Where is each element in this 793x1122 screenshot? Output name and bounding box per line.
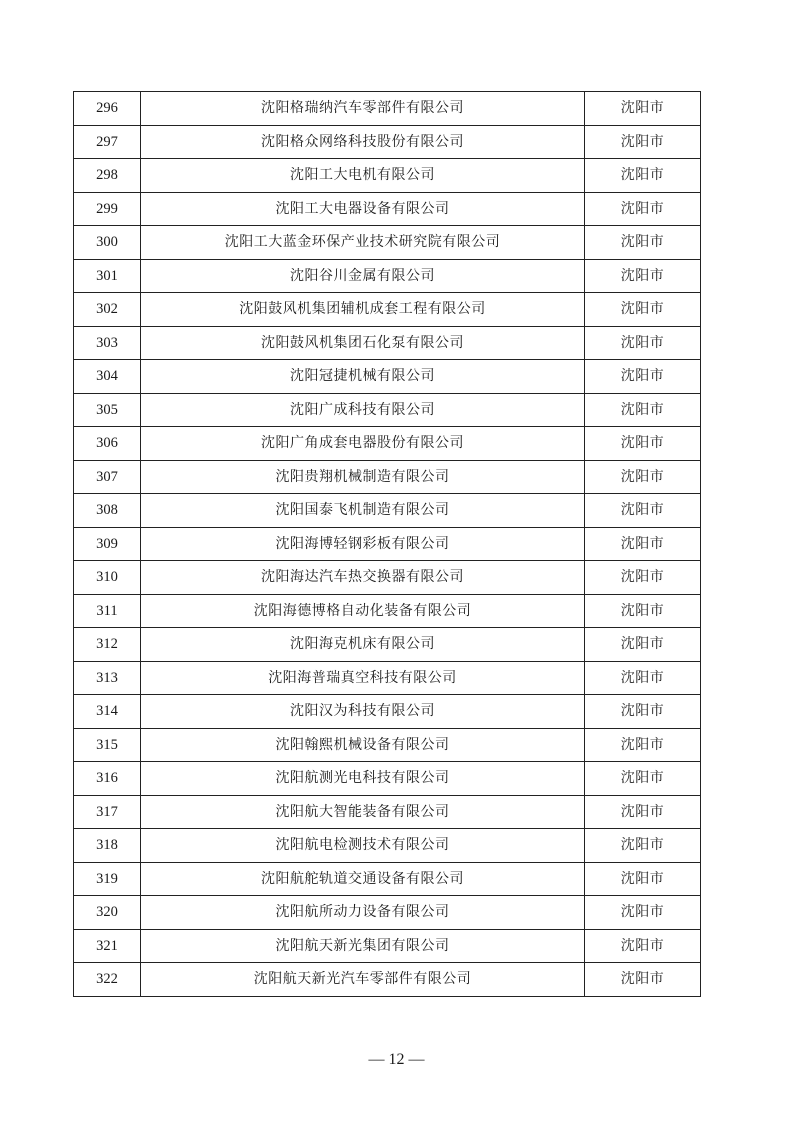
company-name-cell: 沈阳航所动力设备有限公司 (141, 896, 585, 930)
city-cell: 沈阳市 (585, 661, 701, 695)
table-row (74, 259, 701, 293)
row-number-cell: 300 (74, 226, 141, 260)
city-cell: 沈阳市 (585, 929, 701, 963)
row-number-cell: 306 (74, 427, 141, 461)
table-row (74, 795, 701, 829)
table-row (74, 427, 701, 461)
table-row (74, 661, 701, 695)
city-cell: 沈阳市 (585, 762, 701, 796)
row-number-cell: 319 (74, 862, 141, 896)
city-cell: 沈阳市 (585, 393, 701, 427)
row-number-cell: 311 (74, 594, 141, 628)
table-row (74, 728, 701, 762)
table-row (74, 460, 701, 494)
company-name-cell: 沈阳航舵轨道交通设备有限公司 (141, 862, 585, 896)
company-name-cell: 沈阳鼓风机集团石化泵有限公司 (141, 326, 585, 360)
city-cell: 沈阳市 (585, 92, 701, 126)
table-row (74, 226, 701, 260)
company-name-cell: 沈阳格瑞纳汽车零部件有限公司 (141, 92, 585, 126)
row-number-cell: 310 (74, 561, 141, 595)
table-row (74, 393, 701, 427)
row-number-cell: 318 (74, 829, 141, 863)
row-number-cell: 304 (74, 360, 141, 394)
company-name-cell: 沈阳冠捷机械有限公司 (141, 360, 585, 394)
company-name-cell: 沈阳航天新光集团有限公司 (141, 929, 585, 963)
city-cell: 沈阳市 (585, 326, 701, 360)
city-cell: 沈阳市 (585, 494, 701, 528)
row-number-cell: 313 (74, 661, 141, 695)
table-row (74, 561, 701, 595)
company-name-cell: 沈阳鼓风机集团辅机成套工程有限公司 (141, 293, 585, 327)
table-row (74, 527, 701, 561)
city-cell: 沈阳市 (585, 561, 701, 595)
company-name-cell: 沈阳贵翔机械制造有限公司 (141, 460, 585, 494)
table-row (74, 896, 701, 930)
company-name-cell: 沈阳工大电器设备有限公司 (141, 192, 585, 226)
city-cell: 沈阳市 (585, 963, 701, 997)
city-cell: 沈阳市 (585, 360, 701, 394)
page-number: — 12 — (368, 1051, 425, 1068)
company-name-cell: 沈阳国泰飞机制造有限公司 (141, 494, 585, 528)
city-cell: 沈阳市 (585, 427, 701, 461)
table-row (74, 594, 701, 628)
city-cell: 沈阳市 (585, 527, 701, 561)
table-row (74, 829, 701, 863)
company-name-cell: 沈阳航天新光汽车零部件有限公司 (141, 963, 585, 997)
company-name-cell: 沈阳广角成套电器股份有限公司 (141, 427, 585, 461)
row-number-cell: 321 (74, 929, 141, 963)
table-row (74, 494, 701, 528)
row-number-cell: 317 (74, 795, 141, 829)
company-name-cell: 沈阳航测光电科技有限公司 (141, 762, 585, 796)
city-cell: 沈阳市 (585, 896, 701, 930)
row-number-cell: 305 (74, 393, 141, 427)
row-number-cell: 308 (74, 494, 141, 528)
row-number-cell: 301 (74, 259, 141, 293)
city-cell: 沈阳市 (585, 829, 701, 863)
company-name-cell: 沈阳翰熙机械设备有限公司 (141, 728, 585, 762)
city-cell: 沈阳市 (585, 728, 701, 762)
table-row (74, 326, 701, 360)
table-row (74, 762, 701, 796)
city-cell: 沈阳市 (585, 226, 701, 260)
table-row (74, 125, 701, 159)
company-name-cell: 沈阳海德博格自动化装备有限公司 (141, 594, 585, 628)
table-row (74, 862, 701, 896)
company-name-cell: 沈阳格众网络科技股份有限公司 (141, 125, 585, 159)
table-row (74, 963, 701, 997)
city-cell: 沈阳市 (585, 259, 701, 293)
table-row (74, 293, 701, 327)
company-list-table (73, 91, 701, 997)
row-number-cell: 316 (74, 762, 141, 796)
row-number-cell: 312 (74, 628, 141, 662)
row-number-cell: 296 (74, 92, 141, 126)
company-name-cell: 沈阳谷川金属有限公司 (141, 259, 585, 293)
company-name-cell: 沈阳工大电机有限公司 (141, 159, 585, 193)
row-number-cell: 322 (74, 963, 141, 997)
company-name-cell: 沈阳工大蓝金环保产业技术研究院有限公司 (141, 226, 585, 260)
city-cell: 沈阳市 (585, 159, 701, 193)
row-number-cell: 314 (74, 695, 141, 729)
row-number-cell: 309 (74, 527, 141, 561)
city-cell: 沈阳市 (585, 795, 701, 829)
table-row (74, 192, 701, 226)
city-cell: 沈阳市 (585, 125, 701, 159)
row-number-cell: 320 (74, 896, 141, 930)
row-number-cell: 315 (74, 728, 141, 762)
city-cell: 沈阳市 (585, 293, 701, 327)
city-cell: 沈阳市 (585, 460, 701, 494)
company-name-cell: 沈阳海普瑞真空科技有限公司 (141, 661, 585, 695)
city-cell: 沈阳市 (585, 695, 701, 729)
company-name-cell: 沈阳海克机床有限公司 (141, 628, 585, 662)
table-row (74, 159, 701, 193)
row-number-cell: 298 (74, 159, 141, 193)
company-list-body (74, 92, 701, 997)
city-cell: 沈阳市 (585, 192, 701, 226)
company-name-cell: 沈阳海达汽车热交换器有限公司 (141, 561, 585, 595)
company-name-cell: 沈阳广成科技有限公司 (141, 393, 585, 427)
city-cell: 沈阳市 (585, 628, 701, 662)
row-number-cell: 307 (74, 460, 141, 494)
table-row (74, 360, 701, 394)
company-name-cell: 沈阳汉为科技有限公司 (141, 695, 585, 729)
row-number-cell: 302 (74, 293, 141, 327)
company-name-cell: 沈阳海博轻钢彩板有限公司 (141, 527, 585, 561)
company-name-cell: 沈阳航电检测技术有限公司 (141, 829, 585, 863)
table-row (74, 628, 701, 662)
city-cell: 沈阳市 (585, 594, 701, 628)
table-row (74, 929, 701, 963)
row-number-cell: 303 (74, 326, 141, 360)
table-row (74, 92, 701, 126)
city-cell: 沈阳市 (585, 862, 701, 896)
row-number-cell: 297 (74, 125, 141, 159)
row-number-cell: 299 (74, 192, 141, 226)
company-name-cell: 沈阳航大智能装备有限公司 (141, 795, 585, 829)
table-row (74, 695, 701, 729)
